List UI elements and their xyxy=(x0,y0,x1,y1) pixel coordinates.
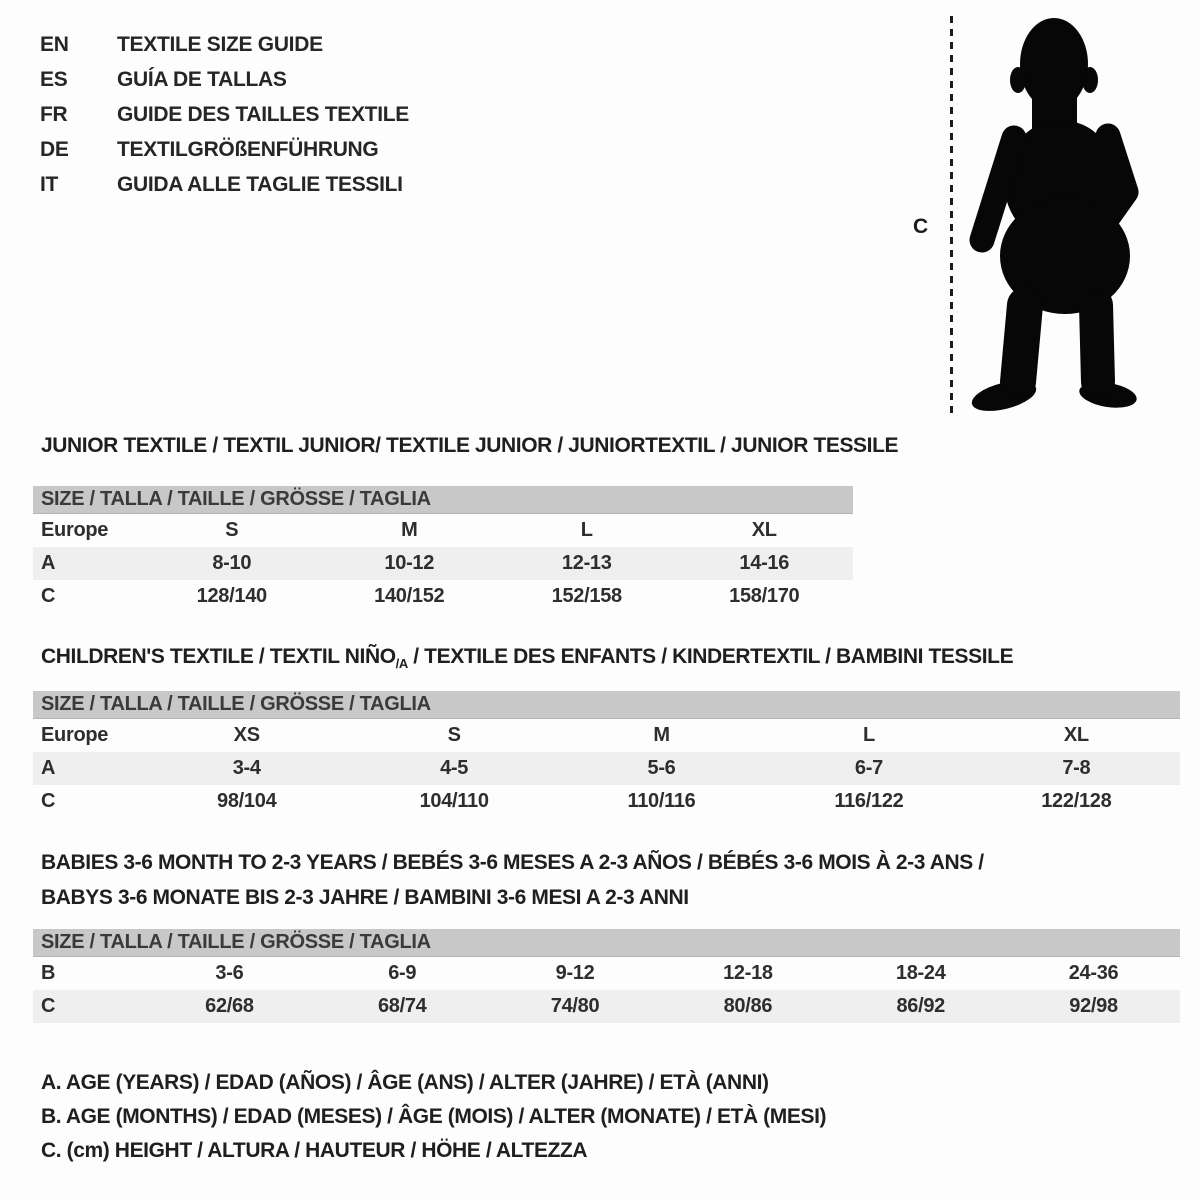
legend xyxy=(41,1071,826,1173)
guide-title: GUIDA ALLE TAGLIE TESSILI xyxy=(117,173,403,196)
children-title-sub: /A xyxy=(395,656,408,672)
table-row xyxy=(33,719,1180,752)
table-cell: 3-4 xyxy=(232,757,261,779)
language-row xyxy=(40,33,409,68)
table-cell: 6-9 xyxy=(388,962,417,984)
junior-size-table xyxy=(33,486,853,613)
table-cell: 158/170 xyxy=(729,585,800,607)
guide-title: GUÍA DE TALLAS xyxy=(117,68,287,91)
row-label: A xyxy=(41,757,56,779)
language-code: FR xyxy=(40,103,68,126)
table-cell: 74/80 xyxy=(550,995,600,1017)
row-label: Europe xyxy=(41,519,109,541)
language-title-list xyxy=(40,33,409,208)
language-row xyxy=(40,103,409,138)
size-header-bar: SIZE / TALLA / TAILLE / GRÖSSE / TAGLIA xyxy=(33,486,853,514)
table-row xyxy=(33,957,1180,990)
language-code: ES xyxy=(40,68,68,91)
table-row xyxy=(33,580,853,613)
language-row xyxy=(40,138,409,173)
table-cell: 68/74 xyxy=(377,995,427,1017)
table-cell: 86/92 xyxy=(896,995,945,1017)
table-cell: 14-16 xyxy=(739,552,790,574)
table-cell: 152/158 xyxy=(551,585,622,607)
table-cell: 6-7 xyxy=(854,757,883,779)
row-label: C xyxy=(41,790,56,812)
toddler-silhouette-icon xyxy=(962,10,1142,420)
table-cell: S xyxy=(225,519,239,541)
table-cell: 12-18 xyxy=(723,962,773,984)
table-cell: L xyxy=(580,519,593,541)
height-figure xyxy=(900,8,1170,426)
babies-size-table xyxy=(33,929,1180,1023)
table-cell: 92/98 xyxy=(1069,995,1118,1017)
children-section-title xyxy=(41,645,1013,671)
row-label: C xyxy=(41,995,56,1017)
table-cell: 128/140 xyxy=(196,585,267,607)
table-cell: 140/152 xyxy=(374,585,445,607)
table-cell: XL xyxy=(751,519,777,541)
table-cell: M xyxy=(653,724,670,746)
height-measure-line xyxy=(950,16,953,419)
table-cell: 12-13 xyxy=(561,552,612,574)
table-cell: 80/86 xyxy=(723,995,773,1017)
table-row xyxy=(33,514,853,547)
table-cell: 9-12 xyxy=(555,962,595,984)
table-cell: 7-8 xyxy=(1062,757,1091,779)
table-row xyxy=(33,752,1180,785)
language-row xyxy=(40,68,409,103)
table-cell: XS xyxy=(233,724,260,746)
size-header-bar: SIZE / TALLA / TAILLE / GRÖSSE / TAGLIA xyxy=(33,929,1180,957)
table-cell: 98/104 xyxy=(217,790,277,812)
table-row xyxy=(33,785,1180,818)
row-label: B xyxy=(41,962,56,984)
height-measure-label: C xyxy=(913,215,929,238)
babies-section-title-line2: BABYS 3-6 MONATE BIS 2-3 JAHRE / BAMBINI 3-6 MESI A 2-3 ANNI xyxy=(41,886,689,909)
children-title-post: / TEXTILE DES ENFANTS / KINDERTEXTIL / BAMBINI TESSILE xyxy=(407,645,1014,668)
table-cell: 4-5 xyxy=(440,757,469,779)
junior-section-title: JUNIOR TEXTILE / TEXTIL JUNIOR/ TEXTILE JUNIOR / JUNIORTEXTIL / JUNIOR TESSILE xyxy=(41,434,899,457)
table-cell: 8-10 xyxy=(212,552,252,574)
language-code: DE xyxy=(40,138,69,161)
table-cell: L xyxy=(862,724,875,746)
table-cell: 110/116 xyxy=(627,790,696,812)
size-header-bar: SIZE / TALLA / TAILLE / GRÖSSE / TAGLIA xyxy=(33,691,1180,719)
legend-line-b: B. AGE (MONTHS) / EDAD (MESES) / ÂGE (MOIS) / ALTER (MONATE) / ETÀ (MESI) xyxy=(41,1105,827,1128)
table-cell: 62/68 xyxy=(205,995,254,1017)
guide-title: TEXTILGRÖßENFÜHRUNG xyxy=(117,138,379,161)
language-code: IT xyxy=(40,173,59,196)
table-row xyxy=(33,990,1180,1023)
table-cell: 104/110 xyxy=(419,790,489,812)
legend-line-c: C. (cm) HEIGHT / ALTURA / HAUTEUR / HÖHE / ALTEZZA xyxy=(41,1139,588,1162)
guide-title: TEXTILE SIZE GUIDE xyxy=(117,33,323,56)
table-cell: 10-12 xyxy=(384,552,435,574)
table-cell: 5-6 xyxy=(647,757,676,779)
table-row xyxy=(33,547,853,580)
table-cell: 122/128 xyxy=(1041,790,1112,812)
children-size-table xyxy=(33,691,1180,818)
table-cell: 18-24 xyxy=(895,962,946,984)
language-code: EN xyxy=(40,33,69,56)
table-cell: 24-36 xyxy=(1068,962,1119,984)
table-cell: M xyxy=(401,519,418,541)
table-cell: 3-6 xyxy=(215,962,244,984)
language-row xyxy=(40,173,409,208)
row-label: C xyxy=(41,585,56,607)
children-title-pre: CHILDREN'S TEXTILE / TEXTIL NIÑO xyxy=(41,645,396,668)
row-label: A xyxy=(41,552,56,574)
legend-line-a: A. AGE (YEARS) / EDAD (AÑOS) / ÂGE (ANS) / ALTER (JAHRE) / ETÀ (ANNI) xyxy=(41,1071,769,1094)
table-cell: S xyxy=(447,724,461,746)
guide-title: GUIDE DES TAILLES TEXTILE xyxy=(117,103,409,126)
babies-section-title-line1: BABIES 3-6 MONTH TO 2-3 YEARS / BEBÉS 3-6 MESES A 2-3 AÑOS / BÉBÉS 3-6 MOIS À 2-3 ANS / xyxy=(41,851,984,874)
row-label: Europe xyxy=(41,724,109,746)
table-cell: XL xyxy=(1063,724,1089,746)
table-cell: 116/122 xyxy=(834,790,904,812)
